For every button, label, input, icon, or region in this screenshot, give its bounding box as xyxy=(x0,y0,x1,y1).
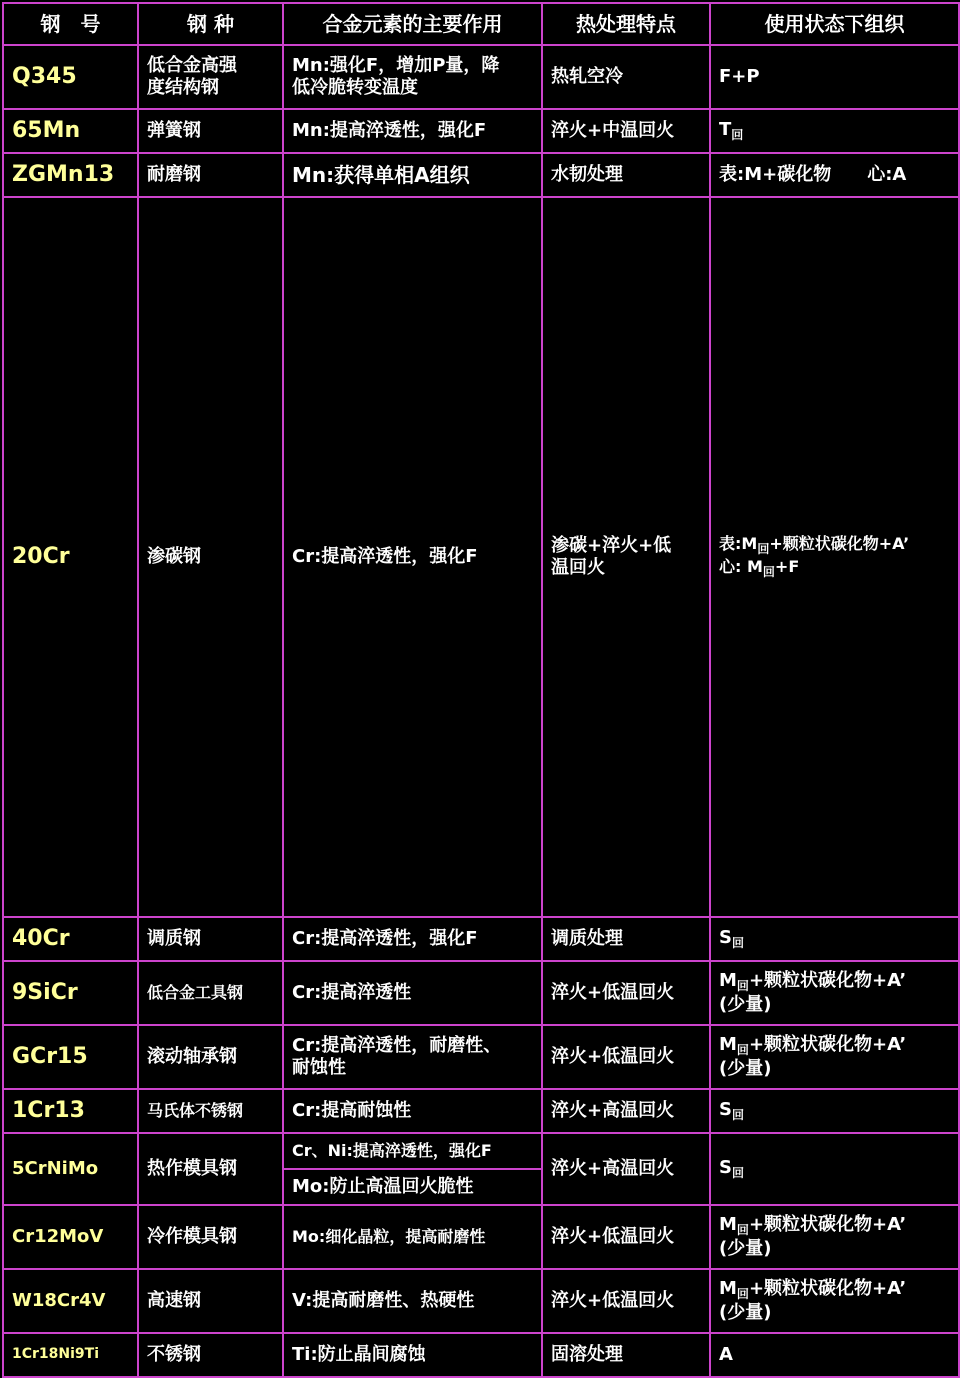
grade-text: GCr15 xyxy=(12,1044,88,1070)
structure-cell xyxy=(710,45,959,109)
header-treatment: 热处理特点 xyxy=(542,3,710,45)
grade-text: Q345 xyxy=(12,64,77,90)
treatment-cell xyxy=(542,1205,710,1269)
effect-line: Mn:获得单相A组织 xyxy=(292,162,470,187)
grade-cell xyxy=(3,961,138,1025)
treatment-line: 渗碳+淬火+低 xyxy=(551,534,672,556)
structure-cell xyxy=(710,109,959,153)
kind-cell xyxy=(138,1333,283,1377)
treatment-line: 淬火+低温回火 xyxy=(551,1225,675,1247)
structure-text: +颗粒状碳化物+A’ xyxy=(748,1277,907,1299)
structure-cell xyxy=(710,1333,959,1377)
table-row xyxy=(3,153,959,197)
table-row xyxy=(3,1205,959,1269)
treatment-line: 淬火+高温回火 xyxy=(551,1099,675,1121)
header-grade: 钢 号 xyxy=(3,3,138,45)
structure-cell xyxy=(710,1205,959,1269)
kind-line: 冷作模具钢 xyxy=(147,1225,237,1247)
tempered-subscript: 回 xyxy=(757,542,770,556)
structure-text: M xyxy=(719,969,737,991)
structure-line xyxy=(719,1302,950,1325)
treatment-cell xyxy=(542,153,710,197)
treatment-cell xyxy=(542,109,710,153)
treatment-cell xyxy=(542,1133,710,1205)
effect-cell xyxy=(283,45,542,109)
structure-text: A xyxy=(719,1343,733,1365)
structure-text: M xyxy=(719,1213,737,1235)
grade-text: 40Cr xyxy=(12,926,70,952)
kind-line: 高速钢 xyxy=(147,1289,201,1311)
kind-cell xyxy=(138,1133,283,1205)
structure-text: T xyxy=(719,119,732,140)
treatment-line: 淬火+中温回火 xyxy=(551,119,675,141)
structure-text: S xyxy=(719,1157,732,1178)
grade-text: Cr12MoV xyxy=(12,1225,104,1247)
header-structure: 使用状态下组织 xyxy=(710,3,959,45)
effect-line: Mo:细化晶粒，提高耐磨性 xyxy=(292,1227,486,1246)
effect-line: Ti:防止晶间腐蚀 xyxy=(292,1343,426,1365)
treatment-cell xyxy=(542,45,710,109)
structure-cell xyxy=(710,1269,959,1333)
treatment-cell xyxy=(542,1089,710,1133)
kind-line: 热作模具钢 xyxy=(147,1157,237,1179)
kind-line: 耐磨钢 xyxy=(147,163,201,185)
effect-line: Mn:提高淬透性，强化F xyxy=(292,119,487,141)
structure-line xyxy=(719,534,950,557)
structure-text: +颗粒状碳化物+A’ xyxy=(748,1213,907,1235)
structure-text: (少量) xyxy=(719,1237,772,1259)
steel-table xyxy=(2,2,960,1378)
tempered-subscript: 回 xyxy=(731,936,744,950)
treatment-line: 淬火+低温回火 xyxy=(551,981,675,1003)
effect-line: Cr、Ni:提高淬透性，强化F xyxy=(292,1141,492,1160)
effect-line: Cr:提高耐蚀性 xyxy=(292,1099,412,1121)
grade-cell xyxy=(3,45,138,109)
structure-cell xyxy=(710,1025,959,1089)
header-row xyxy=(3,3,959,45)
kind-line: 马氏体不锈钢 xyxy=(147,1101,244,1120)
effect-cell xyxy=(283,961,542,1025)
effect-line: Cr:提高淬透性，耐磨性、 xyxy=(292,1034,502,1056)
table-row xyxy=(3,1133,959,1169)
effect-cell xyxy=(283,153,542,197)
kind-cell xyxy=(138,1205,283,1269)
treatment-cell xyxy=(542,197,710,917)
structure-cell xyxy=(710,1133,959,1205)
tempered-subscript: 回 xyxy=(736,1286,749,1301)
treatment-line: 淬火+高温回火 xyxy=(551,1157,675,1179)
effect-line: Cr:提高淬透性 xyxy=(292,981,412,1003)
structure-cell xyxy=(710,917,959,961)
header-effect: 合金元素的主要作用 xyxy=(283,3,542,45)
structure-text: +F xyxy=(774,557,800,576)
structure-text: M xyxy=(719,1033,737,1055)
structure-text: (少量) xyxy=(719,1301,772,1323)
treatment-line: 温回火 xyxy=(551,557,605,578)
grade-cell xyxy=(3,1333,138,1377)
tempered-subscript: 回 xyxy=(731,1108,744,1122)
structure-cell xyxy=(710,1089,959,1133)
effect-line: 耐蚀性 xyxy=(292,1057,346,1078)
table-row xyxy=(3,1089,959,1133)
effect-line: 低冷脆转变温度 xyxy=(292,77,418,98)
grade-cell xyxy=(3,1089,138,1133)
structure-line xyxy=(719,119,950,143)
table-row xyxy=(3,1025,959,1089)
treatment-line: 淬火+低温回火 xyxy=(551,1045,675,1067)
grade-text: 20Cr xyxy=(12,544,70,570)
effect-line: Cr:提高淬透性，强化F xyxy=(292,545,478,567)
structure-line xyxy=(719,66,950,89)
structure-line xyxy=(719,1214,950,1238)
kind-line: 滚动轴承钢 xyxy=(147,1045,237,1067)
treatment-cell xyxy=(542,1269,710,1333)
table-row xyxy=(3,197,959,917)
table-row xyxy=(3,1333,959,1377)
grade-text: 5CrNiMo xyxy=(12,1157,99,1179)
treatment-line: 淬火+低温回火 xyxy=(551,1289,675,1311)
structure-cell xyxy=(710,153,959,197)
effect-cell xyxy=(283,1169,542,1205)
effect-cell xyxy=(283,1269,542,1333)
tempered-subscript: 回 xyxy=(762,565,775,579)
tempered-subscript: 回 xyxy=(736,1042,749,1057)
treatment-line: 水韧处理 xyxy=(551,163,623,185)
kind-line: 低合金工具钢 xyxy=(147,983,244,1002)
structure-line xyxy=(719,1058,950,1081)
grade-text: 65Mn xyxy=(12,118,81,144)
kind-cell xyxy=(138,153,283,197)
kind-line: 不锈钢 xyxy=(147,1343,201,1365)
kind-cell xyxy=(138,961,283,1025)
structure-text: +颗粒状碳化物+A’ xyxy=(748,1033,907,1055)
kind-line: 度结构钢 xyxy=(147,77,219,98)
effect-cell xyxy=(283,917,542,961)
effect-cell xyxy=(283,1333,542,1377)
table-row xyxy=(3,45,959,109)
kind-cell xyxy=(138,1089,283,1133)
structure-text: 表:M+碳化物 心:A xyxy=(719,163,907,185)
treatment-cell xyxy=(542,1025,710,1089)
structure-text: +颗粒状碳化物+A’ xyxy=(769,534,910,553)
grade-text: 9SiCr xyxy=(12,980,78,1006)
structure-line xyxy=(719,970,950,994)
structure-line xyxy=(719,1238,950,1261)
structure-text: S xyxy=(719,1099,732,1120)
grade-cell xyxy=(3,917,138,961)
kind-cell xyxy=(138,109,283,153)
structure-text: 表:M xyxy=(719,534,758,553)
structure-line xyxy=(719,1157,950,1181)
treatment-line: 调质处理 xyxy=(551,927,623,949)
grade-cell xyxy=(3,1133,138,1205)
structure-text: +颗粒状碳化物+A’ xyxy=(748,969,907,991)
table-row xyxy=(3,917,959,961)
kind-line: 低合金高强 xyxy=(147,54,237,76)
grade-text: W18Cr4V xyxy=(12,1289,106,1311)
effect-cell xyxy=(283,197,542,917)
grade-cell xyxy=(3,1205,138,1269)
structure-line xyxy=(719,557,950,580)
structure-text: S xyxy=(719,927,732,948)
grade-text: 1Cr18Ni9Ti xyxy=(12,1346,100,1363)
table-row xyxy=(3,961,959,1025)
structure-line xyxy=(719,994,950,1017)
table-row xyxy=(3,1269,959,1333)
effect-cell xyxy=(283,1205,542,1269)
structure-line xyxy=(719,1344,950,1367)
structure-text: 心: M xyxy=(719,557,763,576)
structure-text: (少量) xyxy=(719,993,772,1015)
treatment-cell xyxy=(542,1333,710,1377)
effect-cell xyxy=(283,1089,542,1133)
kind-line: 调质钢 xyxy=(147,927,201,949)
treatment-line: 热轧空冷 xyxy=(551,65,623,87)
structure-text: F+P xyxy=(719,65,760,87)
treatment-cell xyxy=(542,961,710,1025)
grade-text: ZGMn13 xyxy=(12,162,115,188)
effect-cell xyxy=(283,109,542,153)
treatment-line: 固溶处理 xyxy=(551,1343,623,1365)
grade-cell xyxy=(3,109,138,153)
tempered-subscript: 回 xyxy=(731,1166,744,1180)
tempered-subscript: 回 xyxy=(736,978,749,993)
kind-cell xyxy=(138,917,283,961)
structure-text: M xyxy=(719,1277,737,1299)
grade-cell xyxy=(3,153,138,197)
effect-line: Mn:强化F，增加P量，降 xyxy=(292,54,500,76)
kind-cell xyxy=(138,45,283,109)
grade-cell xyxy=(3,1269,138,1333)
grade-text: 1Cr13 xyxy=(12,1098,85,1124)
effect-cell xyxy=(283,1133,542,1169)
structure-text: (少量) xyxy=(719,1057,772,1079)
structure-line xyxy=(719,1034,950,1058)
kind-line: 渗碳钢 xyxy=(147,545,201,567)
tempered-subscript: 回 xyxy=(736,1222,749,1237)
structure-line xyxy=(719,164,950,187)
structure-line xyxy=(719,1099,950,1123)
structure-cell xyxy=(710,197,959,917)
tempered-subscript: 回 xyxy=(731,128,744,142)
grade-cell xyxy=(3,1025,138,1089)
kind-cell xyxy=(138,197,283,917)
kind-cell xyxy=(138,1269,283,1333)
effect-cell xyxy=(283,1025,542,1089)
structure-cell xyxy=(710,961,959,1025)
structure-line xyxy=(719,927,950,951)
structure-line xyxy=(719,1278,950,1302)
kind-cell xyxy=(138,1025,283,1089)
effect-line: Cr:提高淬透性，强化F xyxy=(292,927,478,949)
effect-line: Mo:防止高温回火脆性 xyxy=(292,1175,474,1197)
header-kind: 钢 种 xyxy=(138,3,283,45)
table-row xyxy=(3,109,959,153)
grade-cell xyxy=(3,197,138,917)
effect-line: V:提高耐磨性、热硬性 xyxy=(292,1289,475,1311)
treatment-cell xyxy=(542,917,710,961)
kind-line: 弹簧钢 xyxy=(147,119,201,141)
